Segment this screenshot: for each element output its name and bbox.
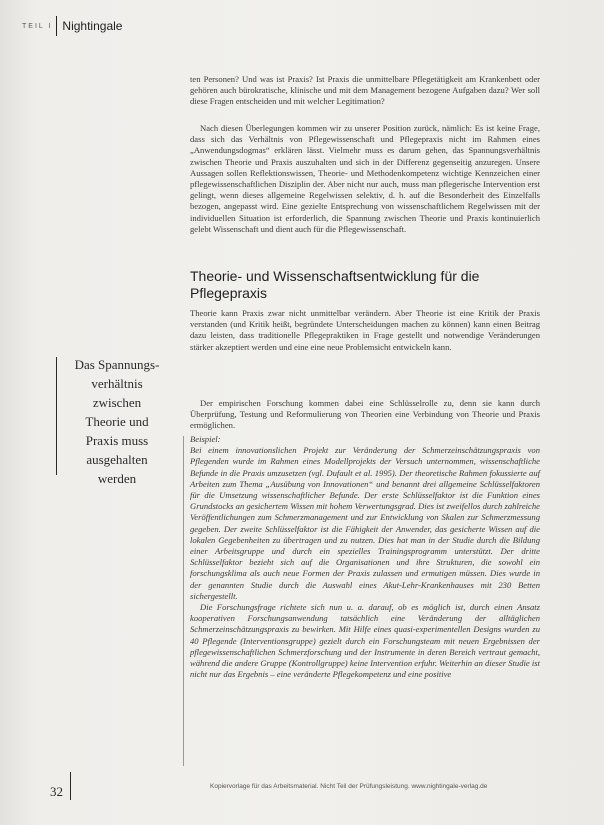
margin-note-line: zwischen (92, 395, 142, 410)
paragraph-2: Nach diesen Überlegungen kommen wir zu unserer Position zurück, nämlich: Es ist keine Frage, dass sich das Verhältnis von Pflegewissenschaft und Pflegepraxis nicht im Rahmen eines „Anwendungsdogmas“ erklären lässt. Vielmehr muss es darum gehen, das Spannungsverhältnis zwischen Theorie und Praxis auszuhalten und sich in der Differenz gegenseitig anzuregen. Unsere Aussagen sollen Reflektionswissen, Theorie- und Methodenkompetenz wichtige Kennzeichen einer pflegewissenschaftlichen Disziplin der. Aber nicht nur auch, muss man pflegerische Intervention erst gelingt, wenn dieses allgemeine Regelwissen selektiv, d. h. auf die Besonderheit des Einzelfalls bezogen, angepasst wird. Eine gezielte Entsprechung von wissenschaftlichem Regelwissen mit der individuellen Situation ist erforderlich, die Spannung zwischen Theorie und Praxis kontinuierlich gelebt Wissenschaft und dient auch für die Pflegewissenschaft. (190, 123, 540, 234)
margin-note-line: Praxis muss (85, 433, 149, 448)
margin-note-line: Theorie und (85, 414, 149, 429)
section-heading: Theorie- und Wissenschaftsentwicklung für die Pflegepraxis (190, 268, 480, 301)
footer-note: Kopiervorlage für das Arbeitsmaterial. Nicht Teil der Prüfungsleistung. www.nightingale-verlag.de (210, 783, 488, 790)
running-header (22, 14, 122, 38)
header-part-label: TEIL I (22, 22, 53, 30)
header-title: Nightingale (62, 19, 123, 33)
example-label: Beispiel: (190, 434, 221, 444)
margin-note-line: werden (97, 471, 137, 486)
example-paragraph-1: Bei einem innovationslichen Projekt zur Veränderung der Schmerzeinschätzungspraxis von Pflegenden wurde im Rahmen eines Modellprojekts der Versuch unternommen, wissenschaftliche Befunde in die Praxis umzusetzen (vgl. Dufault et al. 1995). Der theoretische Rahmen fokussierte auf Arbeiten zum Thema „Ausübung von Innovationen“ und benannt drei allgemeine Schlüsselfaktoren für die Umsetzung wissenschaftlicher Befunde. Der erste Schlüsselfaktor ist die Funktion eines Grundstocks an gesichertem Wissen mit hohem Verwertungsgrad. Dies ist zweifellos durch zahlreiche Veröffentlichungen zum Schmerzmanagement und zur Entwicklung von Skalen zur Schmerzmessung gegeben. Der zweite Schlüsselfaktor ist die Fähigkeit der Anwender, das gesicherte Wissen auf die lokalen Gegebenheiten zu übertragen und zu nutzen. Dies hat man in der Studie durch die Bildung einer Arbeitsgruppe und durch ein spezielles Trainingsprogramm unterstützt. Der dritte Schlüsselfaktor bezieht sich auf die Organisationen und ihre Strukturen, die sowohl ein forschungsklima als auch neue Formen der Praxis zulassen und ermutigen müssen. Dies wurde in der genannten Studie durch die Auswahl eines Akut-Lehr-Krankenhauses mit 230 Betten sichergestellt. (190, 445, 540, 601)
margin-note (62, 355, 172, 488)
page-number-rule (70, 772, 71, 800)
example-rule (183, 436, 184, 766)
paragraph-4: Der empirischen Forschung kommen dabei eine Schlüsselrolle zu, denn sie kann durch Überprüfung, Testung und Reformulierung von Theorien eine Verbindung von Theorie und Praxis ermöglichen. (190, 398, 540, 431)
page-number: 32 (50, 784, 63, 799)
margin-note-line: Das Spannungs- (74, 357, 160, 372)
margin-note-line: ausgehalten (86, 452, 148, 467)
paragraph-3: Theorie kann Praxis zwar nicht unmittelbar verändern. Aber Theorie ist eine Kritik der Praxis verstanden (und Kritik heißt, begründete Unterscheidungen machen zu können) kann einen Beitrag dazu leisten, dass traditionelle Pflegepraktiken in Frage gestellt und notwendige Veränderungen stärker akzeptiert werden und eine eine neue Problemsicht entwickeln kann. (190, 308, 540, 352)
header-divider (56, 16, 57, 36)
margin-note-rule (56, 357, 57, 475)
margin-note-line: verhältnis (91, 376, 143, 391)
example-box (190, 434, 540, 680)
paragraph-1: ten Personen? Und was ist Praxis? Ist Praxis die unmittelbare Pflegetätigkeit am Krankenbett oder gehören auch bürokratische, klinische und mit dem Management bezogene Aufgaben dazu? Wer soll diese Fragen entscheiden und mit welcher Legitimation? (190, 74, 540, 107)
example-paragraph-2: Die Forschungsfrage richtete sich nun u. a. darauf, ob es möglich ist, durch einen Ansatz kooperativen Forschungsanwendung tatsächlich eine Veränderung der alltäglichen Schmerzeinschätzungspraxis zu bewirken. Mit Hilfe eines quasi-experimentellen Designs wurden zu 40 Pflegende (Interventionsgruppe) gezielt durch ein Forschungsteam mit neuen Ergebnissen der pflegewissenschaftlichen Schmerzforschung und der Instrumente in deren Bereich vertraut gemacht, während die andere Gruppe (Kontrollgruppe) keine Intervention erfuhr. Weiterhin an dieser Studie ist nicht nur das Ergebnis – eine veränderte Pflegekompetenz und eine positive (190, 602, 540, 680)
